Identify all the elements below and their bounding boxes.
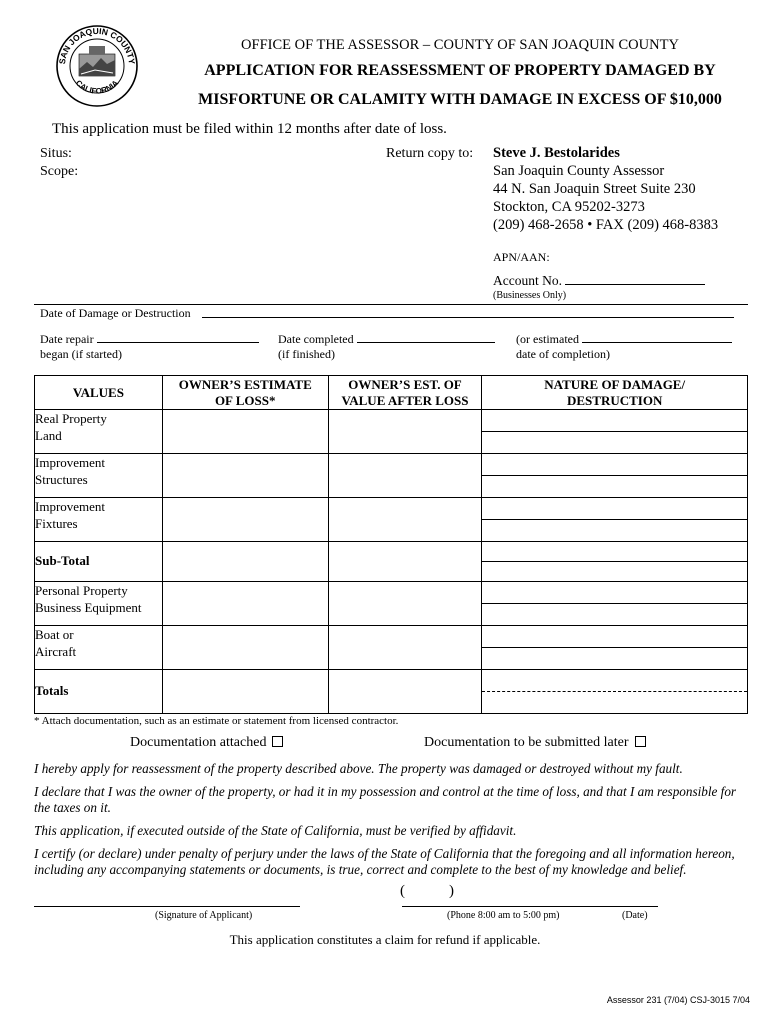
table-row [35,626,748,670]
date-completed-sub: (if finished) [278,347,335,361]
table-row [35,542,748,582]
date-repair-label: Date repair [40,332,94,346]
nature-cell[interactable] [482,582,748,626]
assessor-street: 44 N. San Joaquin Street Suite 230 [493,181,696,197]
form-number: Assessor 231 (7/04) CSJ-3015 7/04 [606,995,750,1005]
assessor-title: San Joaquin County Assessor [493,163,665,179]
seal-text-top: SAN JOAQUIN COUNTY [56,25,138,65]
doc-attached-option[interactable] [130,735,283,751]
col-value-after-loss: OWNER’S EST. OF VALUE AFTER LOSS [328,376,482,410]
date-of-damage-label: Date of Damage or Destruction [40,306,191,320]
svg-text:CALIFORNIA [74,78,121,95]
after-loss-cell[interactable] [328,454,482,498]
signature-line[interactable] [34,906,300,907]
date-estimated-field[interactable] [516,332,732,362]
seal-text-bottom: CALIFORNIA [73,78,121,96]
row-label: Personal Property Business Equipment [35,582,163,626]
row-label: Sub-Total [35,542,163,582]
nature-cell[interactable] [482,670,748,714]
row-label: Boat or Aircraft [35,626,163,670]
row-label: Improvement Fixtures [35,498,163,542]
row-label: Improvement Structures [35,454,163,498]
table-row [35,454,748,498]
nature-cell[interactable] [482,410,748,454]
table-row [35,410,748,454]
scope-label: Scope: [40,164,79,179]
table-row [35,498,748,542]
col-owner-estimate: OWNER’S ESTIMATE OF LOSS* [162,376,328,410]
date-repair-sub: began (if started) [40,347,122,361]
phone-date-line[interactable] [402,906,658,907]
date-completed-field[interactable] [278,332,495,362]
date-estimated-line[interactable] [582,332,732,343]
nature-cell[interactable] [482,542,748,582]
estimate-cell[interactable] [162,410,328,454]
row-label: Real Property Land [35,410,163,454]
statement-affidavit: This application, if executed outside of the State of California, must be verified by affidavit. [34,823,517,838]
phone-area-code[interactable]: ( ) [400,883,454,899]
office-heading: OFFICE OF THE ASSESSOR – COUNTY OF SAN JOAQUIN COUNTY [241,37,679,53]
nature-cell[interactable] [482,626,748,670]
doc-attached-checkbox[interactable] [272,736,283,747]
row-label: Totals [35,670,163,714]
estimate-cell[interactable] [162,626,328,670]
estimate-cell[interactable] [162,582,328,626]
statement-perjury: I certify (or declare) under penalty of perjury under the laws of the State of California that the foregoing and all information hereon, including any accompanying statements or documents, is true, correct and complete to the best of my knowledge and belief. [34,846,735,877]
table-row [35,670,748,714]
col-values: VALUES [35,376,163,410]
estimate-cell[interactable] [162,542,328,582]
doc-later-checkbox[interactable] [635,736,646,747]
estimate-cell[interactable] [162,454,328,498]
after-loss-cell[interactable] [328,582,482,626]
apn-label: APN/AAN: [493,250,550,264]
after-loss-cell[interactable] [328,542,482,582]
date-caption: (Date) [622,910,648,921]
date-estimated-label: (or estimated [516,332,579,346]
statement-apply: I hereby apply for reassessment of the property described above. The property was damaged or destroyed without my fault. [34,761,683,776]
date-completed-label: Date completed [278,332,354,346]
values-table [34,375,748,714]
assessor-name: Steve J. Bestolarides [493,145,620,161]
col-nature-of-damage: NATURE OF DAMAGE/ DESTRUCTION [482,376,748,410]
after-loss-cell[interactable] [328,670,482,714]
account-line[interactable] [565,272,705,285]
after-loss-cell[interactable] [328,626,482,670]
doc-attached-label: Documentation attached [130,735,267,750]
signature-caption: (Signature of Applicant) [155,910,253,921]
assessor-city: Stockton, CA 95202-3273 [493,199,645,215]
county-seal [55,24,139,108]
businesses-only-note: (Businesses Only) [493,290,567,301]
date-estimated-sub: date of completion) [516,347,610,361]
after-loss-cell[interactable] [328,410,482,454]
form-title-line2: MISFORTUNE OR CALAMITY WITH DAMAGE IN EXCESS OF $10,000 [198,91,722,108]
date-of-damage-line[interactable] [202,317,734,318]
return-copy-label: Return copy to: [386,146,474,161]
filing-deadline-note: This application must be filed within 12 months after date of loss. [52,121,447,137]
doc-later-option[interactable] [424,735,646,751]
statement-ownership: I declare that I was the owner of the property, or had it in my possession and control at the time of loss, and that I am responsible for the taxes on it. [34,784,737,815]
refund-claim-note: This application constitutes a claim for refund if applicable. [229,932,541,947]
date-completed-line[interactable] [357,332,495,343]
estimate-cell[interactable] [162,498,328,542]
divider [34,304,748,305]
doc-later-label: Documentation to be submitted later [424,735,629,750]
account-label: Account No. [493,273,562,288]
nature-cell[interactable] [482,498,748,542]
estimate-cell[interactable] [162,670,328,714]
date-of-damage-field[interactable] [40,306,750,321]
phone-caption: (Phone 8:00 am to 5:00 pm) [447,910,560,921]
documentation-footnote: * Attach documentation, such as an estimate or statement from licensed contractor. [34,715,399,727]
return-address [493,144,718,234]
table-row [35,582,748,626]
situs-label: Situs: [40,146,72,161]
nature-cell[interactable] [482,454,748,498]
after-loss-cell[interactable] [328,498,482,542]
date-repair-field[interactable] [40,332,259,362]
form-title-line1: APPLICATION FOR REASSESSMENT OF PROPERTY DAMAGED BY [204,62,716,79]
date-repair-line[interactable] [97,332,259,343]
table-header-row [35,376,748,410]
assessor-phone: (209) 468-2658 • FAX (209) 468-8383 [493,217,719,233]
account-field[interactable] [493,272,705,289]
